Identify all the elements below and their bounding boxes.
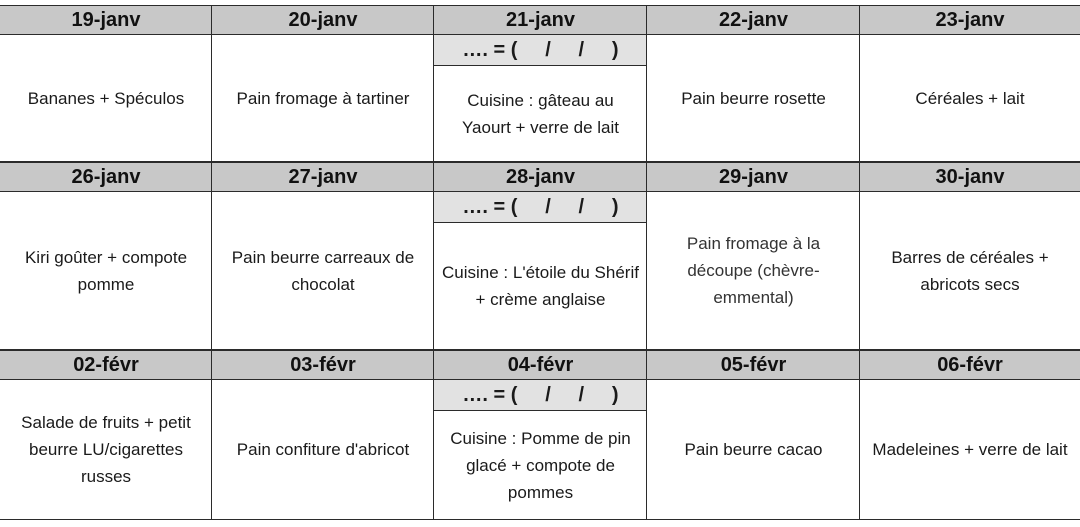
column-divider [646, 162, 647, 350]
snack-cell: Salade de fruits + petit beurre LU/cigarettes russes [0, 380, 212, 520]
snack-cell: Bananes + Spéculos [0, 35, 212, 162]
column-divider [433, 5, 434, 162]
snack-cell: Barres de céréales + abricots secs [860, 192, 1080, 350]
day-header: 30-janv [860, 162, 1080, 192]
snack-cell: Kiri goûter + compote pomme [0, 192, 212, 350]
column-divider [433, 350, 434, 520]
cooking-activity-cell: Cuisine : L'étoile du Shérif + crème anglaise [434, 223, 647, 350]
day-header: 29-janv [647, 162, 860, 192]
day-header: 04-févr [434, 350, 647, 380]
cooking-activity-cell: Cuisine : Pomme de pin glacé + compote de pommes [434, 411, 647, 520]
snack-cell: Pain fromage à la découpe (chèvre-emmental) [647, 192, 860, 350]
column-divider [859, 350, 860, 520]
column-divider [211, 350, 212, 520]
column-divider [646, 350, 647, 520]
day-header: 26-janv [0, 162, 212, 192]
snack-cell: Céréales + lait [860, 35, 1080, 162]
day-header: 23-janv [860, 5, 1080, 35]
day-header: 27-janv [212, 162, 434, 192]
day-header: 28-janv [434, 162, 647, 192]
day-header: 02-févr [0, 350, 212, 380]
column-divider [433, 162, 434, 350]
snack-cell: Pain fromage à tartiner [212, 35, 434, 162]
day-header: 19-janv [0, 5, 212, 35]
day-header: 21-janv [434, 5, 647, 35]
week-row-1 [0, 5, 1080, 162]
snack-cell: Pain beurre rosette [647, 35, 860, 162]
column-divider [211, 5, 212, 162]
column-divider [211, 162, 212, 350]
snack-cell: Pain beurre carreaux de chocolat [212, 192, 434, 350]
day-header: 05-févr [647, 350, 860, 380]
snack-cell: Pain beurre cacao [647, 380, 860, 520]
snack-cell: Pain confiture d'abricot [212, 380, 434, 520]
day-header: 03-févr [212, 350, 434, 380]
snack-cell: Madeleines + verre de lait [860, 380, 1080, 520]
column-divider [859, 5, 860, 162]
column-divider [859, 162, 860, 350]
day-header: 22-janv [647, 5, 860, 35]
cooking-activity-cell: Cuisine : gâteau au Yaourt + verre de lait [434, 66, 647, 162]
week-row-2 [0, 162, 1080, 350]
column-divider [646, 5, 647, 162]
day-header: 20-janv [212, 5, 434, 35]
week-row-3 [0, 350, 1080, 520]
day-header: 06-févr [860, 350, 1080, 380]
vote-field: …. = ( / / ) [434, 192, 647, 223]
vote-field: …. = ( / / ) [434, 35, 647, 66]
vote-field: …. = ( / / ) [434, 380, 647, 411]
